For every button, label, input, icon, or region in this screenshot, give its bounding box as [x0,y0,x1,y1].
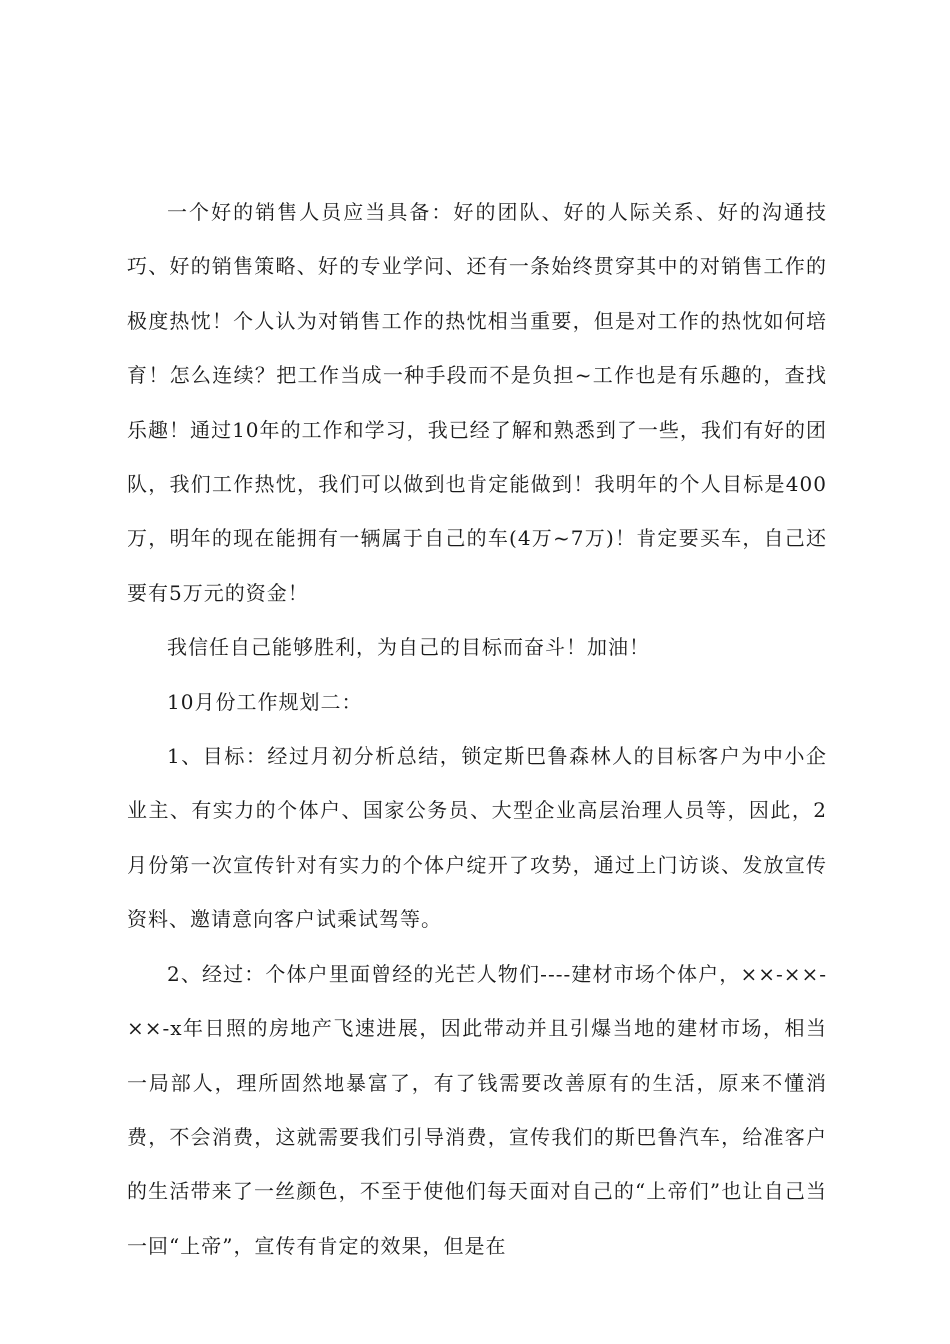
paragraph-plan-heading: 10月份工作规划二： [167,689,363,714]
paragraph-motto: 我信任自己能够胜利，为自己的目标而奋斗！加油！ [167,635,650,660]
paragraph-sales-goals: 一个好的销售人员应当具备：好的团队、好的人际关系、好的沟通技巧、好的销售策略、好的专业学问、还有一条始终贯穿其中的对销售工作的极度热忱！个人认为对销售工作的热忱相当重要，但是对工作的热忱如何培育！怎么连续？把工作当成一种手段而不是负担~工作也是有乐趣的，查找乐趣！通过10年的工作和学习，我已经了解和熟悉到了一些，我们有好的团队，我们工作热忱，我们可以做到也肯定能做到！我明年的个人目标是400万，明年的现在能拥有一辆属于自己的车(4万~7万)！肯定要买车，自己还要有5万元的资金！ [127,200,827,605]
paragraph-target: 1、目标：经过月初分析总结，锁定斯巴鲁森林人的目标客户为中小企业主、有实力的个体户、国家公务员、大型企业高层治理人员等，因此，2月份第一次宣传针对有实力的个体户绽开了攻势，通过上门访谈、发放宣传资料、邀请意向客户试乘试驾等。 [127,744,827,932]
paragraph-process: 2、经过：个体户里面曾经的光芒人物们----建材市场个体户，××-××-××-x年日照的房地产飞速进展，因此带动并且引爆当地的建材市场，相当一局部人，理所固然地暴富了，有了钱需要改善原有的生活，原来不懂消费，不会消费，这就需要我们引导消费，宣传我们的斯巴鲁汽车，给准客户的生活带来了一丝颜色，不至于使他们每天面对自己的“上帝们”也让自己当一回“上帝”，宣传有肯定的效果，但是在 [127,961,827,1258]
document-body [127,185,827,1273]
